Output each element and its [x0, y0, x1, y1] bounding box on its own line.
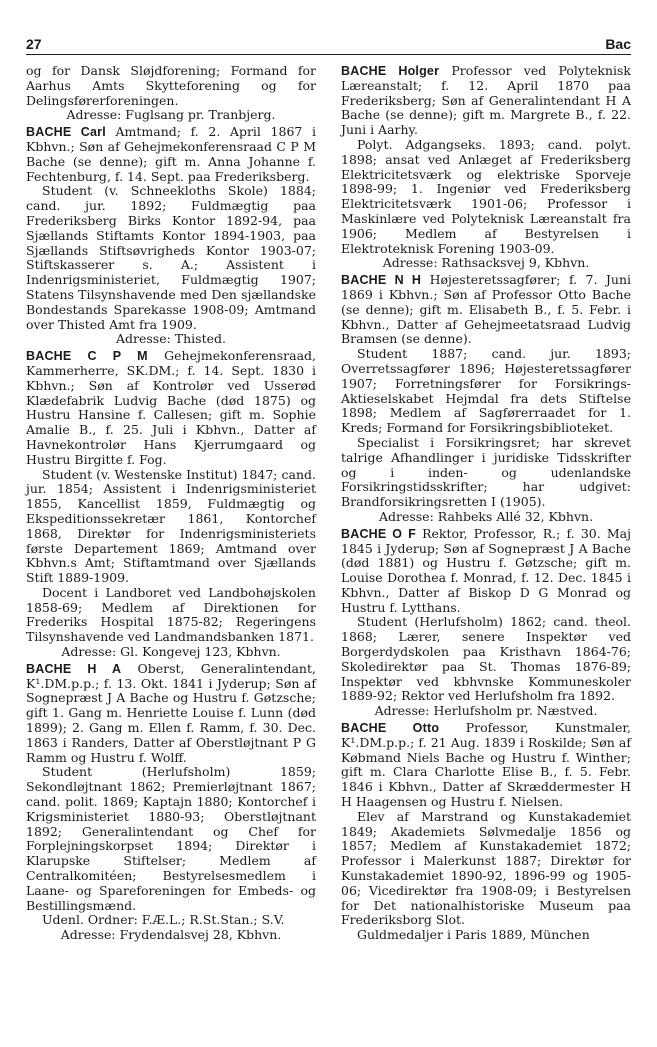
- entry-paragraph: [26, 662, 316, 766]
- entry-text: Professor ved Polyteknisk Læreanstalt; f. 12. April 1870 paa Frederiksberg; Søn af Generalintendant H A Bache (se denne); gift m. Margrete B., f. 22. Juni i Aarhy.: [341, 63, 631, 138]
- entry-name: BACHE O F: [341, 526, 416, 541]
- entry-text: Adresse: Frydendalsvej 28, Kbhvn.: [60, 927, 282, 943]
- entry-paragraph: [341, 928, 631, 943]
- entry-text: Docent i Landboret ved Landbohøjskolen 1858-69; Medlem af Direktionen for Frederiks Hospital 1875-82; Regeringens Tilsynshavende ved Landmandsbanken 1871.: [26, 584, 316, 645]
- entry-address: [26, 645, 316, 660]
- entry-text: Polyt. Adgangseks. 1893; cand. polyt. 1898; ansat ved Anlæget af Frederiksberg Elektricitetsværk og elektriske Sporveje 1898-99; 1. Ingeniør ved Frederiksberg Elektricitetsværk 1901-06; Professor i Maskinlære ved Polyteknisk Læreanstalt fra 1906; Medlem af Bestyrelsen i Elektroteknisk Forening 1903-09.: [341, 136, 631, 256]
- entry-text: Adresse: Fuglsang pr. Tranbjerg.: [66, 107, 276, 123]
- entry-name: BACHE Holger: [341, 64, 440, 78]
- entry-name: BACHE H A: [26, 661, 122, 676]
- entry-text: Student (v. Westenske Institut) 1847; cand. jur. 1854; Assistent i Indenrigsministeriet 1855, Kancellist 1859, Fuldmægtig og Ekspeditionssekretær 1861, Kontorchef 1868, Direktør for Indenrigsministeriets første Departement 1869; Amtmand over Kbhvn.s Amt; Stiftamtmand over Sjællands Stift 1889-1909.: [26, 466, 316, 586]
- entry-text: Adresse: Herlufsholm pr. Næstved.: [374, 703, 598, 719]
- page-header: [26, 28, 631, 55]
- page-number: 27: [26, 36, 42, 52]
- entry-address: [26, 928, 316, 943]
- entry-paragraph: [26, 184, 316, 332]
- entry-address: [341, 256, 631, 271]
- entry-text: Gehejmekonferensraad, Kammerherre, SK.DM.; f. 14. Sept. 1830 i Kbhvn.; Søn af Kontrolør ved Usserød Klædefabrik Ludvig Bache (død 1875) og Hustru Hansine f. Callesen; gift m. Sophie Amalie B., f. 25. Juli i Kbhvn., Datter af Havnekontrolør Hans Kjerrumgaard og Hustru Birgitte f. Fog.: [26, 348, 316, 467]
- body-columns: [26, 64, 631, 945]
- entry-text: Adresse: Thisted.: [115, 331, 226, 347]
- entry-paragraph: [26, 586, 316, 645]
- biography-entry: [26, 349, 316, 660]
- left-column: [26, 64, 316, 945]
- entry-paragraph: [341, 138, 631, 256]
- biography-entry: [341, 721, 631, 943]
- entry-paragraph: [341, 615, 631, 704]
- entry-text: Student 1887; cand. jur. 1893; Overretssagfører 1896; Højesteretssagfører 1907; Forretningsfører for Forsikrings-Aktieselskabet Hejmdal fra dets Stiftelse 1898; Medlem af Sagførerraadet for 1. Kreds; Formand for Forsikringsbiblioteket.: [341, 346, 631, 436]
- entry-text: Guldmedaljer i Paris 1889, München: [357, 927, 590, 943]
- biography-entry: [341, 527, 631, 719]
- right-column: [341, 64, 631, 945]
- entry-text: Student (Herlufsholm) 1862; cand. theol. 1868; Lærer, senere Inspektør ved Borgerdydskolen paa Kristhavn 1864-76; Skoledirektør paa St. Thomas 1876-89; Inspektør ved kbhvnske Kommuneskoler 1889-92; Rektor ved Herlufsholm fra 1892.: [341, 614, 631, 704]
- entry-address: [26, 332, 316, 347]
- biography-entry: [341, 64, 631, 271]
- entry-name: BACHE C P M: [26, 349, 148, 364]
- entry-text: Amtmand; f. 2. April 1867 i Kbhvn.; Søn af Gehejmekonferensraad C P M Bache (se denne); gift m. Anna Johanne f. Fechtenburg, f. 14. Sept. paa Frederiksberg.: [26, 124, 316, 184]
- entry-paragraph: [26, 125, 316, 184]
- entry-paragraph: [341, 347, 631, 436]
- entry-paragraph: [341, 273, 631, 347]
- entry-paragraph: [26, 468, 316, 586]
- running-head: Bac: [605, 36, 631, 52]
- entry-text: Udenl. Ordner: F.Æ.L.; R.St.Stan.; S.V.: [42, 912, 285, 928]
- entry-paragraph: [341, 436, 631, 510]
- entry-name: BACHE Otto: [341, 721, 440, 736]
- entry-paragraph: [26, 913, 316, 928]
- entry-text: Specialist i Forsikringsret; har skrevet talrige Afhandlinger i juridiske Tidsskrifter og i inden- og udenlandske Forsikringstidsskrifter; har udgivet: Brandforsikringsretten I (1905).: [341, 434, 631, 510]
- entry-text: Oberst, Generalintendant, K¹.DM.p.p.; f. 13. Okt. 1841 i Jyderup; Søn af Sognepræst J A Bache og Hustru f. Gøtzsche; gift 1. Gang m. Henriette Louise f. Lunn (død 1899); 2. Gang m. Ellen f. Ramm, f. 30. Dec. 1863 i Randers, Datter af Oberstløjtnant P G Ramm og Hustru f. Wolff.: [26, 660, 316, 765]
- entry-name: BACHE N H: [341, 273, 422, 288]
- entry-address: [26, 108, 316, 123]
- entry-text: Adresse: Rathsacksvej 9, Kbhvn.: [382, 255, 590, 271]
- entry-paragraph: [341, 810, 631, 928]
- entry-text: Student (v. Schneekloths Skole) 1884; cand. jur. 1892; Fuldmægtig paa Frederiksberg Birks Kontor 1892-94, paa Sjællands Stiftamts Kontor 1894-1903, paa Sjællands Stiftsøvrigheds Kontor 1903-07; Stiftskasserer s. A.; Assistent i Indenrigsministeriet, Fuldmægtig 1907; Statens Tilsynshavende med Den sjællandske Bondestands Sparekasse 1908-09; Amtmand over Thisted Amt fra 1909.: [26, 183, 316, 332]
- entry-name: BACHE Carl: [26, 125, 106, 140]
- entry-paragraph: [341, 527, 631, 616]
- entry-paragraph: [341, 64, 631, 138]
- entry-text: Adresse: Rahbeks Allé 32, Kbhvn.: [378, 508, 594, 524]
- biography-entry: [26, 125, 316, 347]
- entry-paragraph: [26, 349, 316, 467]
- entry-address: [341, 704, 631, 719]
- entry-text: Adresse: Gl. Kongevej 123, Kbhvn.: [61, 644, 281, 660]
- biography-entry: [26, 64, 316, 123]
- entry-text: Elev af Marstrand og Kunstakademiet 1849; Akademiets Sølvmedalje 1856 og 1857; Medlem af Kunstakademiet 1872; Professor i Malerkunst 1887; Direktør for Kunstakademiet 1890-92, 1896-99 og 1905-06; Vicedirektør fra 1908-09; i Bestyrelsen for Det nationalhistoriske Museum paa Frederiksborg Slot.: [341, 808, 631, 928]
- entry-text: og for Dansk Sløjdforening; Formand for Aarhus Amts Skytteforening og for Delingsførerforeningen.: [26, 63, 316, 108]
- biography-entry: [341, 273, 631, 525]
- entry-text: Højesteretssagfører; f. 7. Juni 1869 i Kbhvn.; Søn af Professor Otto Bache (se denne); gift m. Elisabeth B., f. 5. Febr. i Kbhvn., Datter af Gehejmeetatsraad Ludvig Bramsen (se denne).: [341, 272, 631, 347]
- entry-paragraph: [26, 765, 316, 913]
- entry-paragraph: [26, 64, 316, 108]
- entry-paragraph: [341, 721, 631, 810]
- entry-text: Professor, Kunstmaler, K¹.DM.p.p.; f. 21 Aug. 1839 i Roskilde; Søn af Købmand Niels Bache og Hustru f. Winther; gift m. Clara Charlotte Elise B., f. 5. Febr. 1846 i Kbhvn., Datter af Skræddermester H H Haagensen og Hustru f. Nielsen.: [341, 720, 631, 810]
- entry-text: Student (Herlufsholm) 1859; Sekondløjtnant 1862; Premierløjtnant 1867; cand. polit. 1869; Kaptajn 1880; Kontorchef i Krigsministeriet 1880-93; Oberstløjtnant 1892; Generalintendant og Chef for Forplejningskorpset 1894; Direktør i Klarupske Stiftelser; Medlem af Centralkomitéen; Bestyrelsesmedlem i Laane- og Spareforeningen for Embeds- og Bestillingsmænd.: [26, 764, 316, 913]
- biography-entry: [26, 662, 316, 943]
- entry-text: Rektor, Professor, R.; f. 30. Maj 1845 i Jyderup; Søn af Sognepræst J A Bache (død 1881) og Hustru f. Gøtzsche; gift m. Louise Dorothea f. Monrad, f. 12. Dec. 1845 i Kbhvn., Datter af Biskop D G Monrad og Hustru f. Lytthans.: [341, 525, 631, 615]
- entry-address: [341, 510, 631, 525]
